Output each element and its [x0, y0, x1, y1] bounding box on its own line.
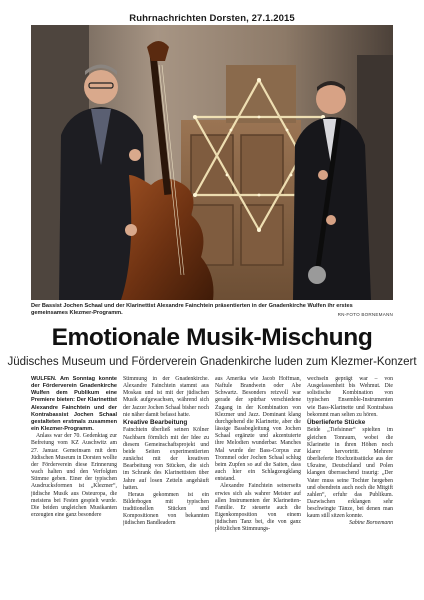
photo-caption: Der Bassist Jochen Schaal und der Klarinettist Alexandre Fainchtein präsentierten in der Gnadenkirche Wulfen ihr erstes gemeinsames Klezmer-Programm.	[31, 303, 353, 316]
article-paragraph: aus Amerika wie Jacob Hoffman, Naftule Brandwein oder Abe Schwartz. Besonders reizvoll war gerade der spürbar verschiedene Zugang in der Kombination von Klezmer und Jazz. Dominant klang durchgehend die Klarinette, aber die lässige Bassbegleitung von Jochen Schaal ergänzte und akzentuierte ihre Melodien wunderbar. Manches Mal wurde der Bass-Corpus zur Trommel oder Jochen Schaal schlug beim Zupfen so auf die Saiten, dass auch hier ein Schlagzeugklang entstand.	[215, 376, 301, 483]
article-paragraph: Alexandre Fainchtein seinerseits erwies sich als wahrer Meister auf allen Instrumenten der Klarinetten-Familie. Er steuerte auch die Eigenkomposition von einem jüdischen Tanz bei, die von ganz plötzlichen Stimmungs-	[215, 483, 301, 533]
article-paragraph: Anlass war der 70. Gedenktag zur Befreiung vom KZ Auschwitz am 27. Januar. Gemeinsam mit dem Jüdischen Museum in Dorsten wollte der Förderverein diese Erinnerung wach halten und den Verfolgten Stimme geben. Einer der typischen Ausdrucksformen ist „Klezmer“, jüdische Musik aus Osteuropa, die meistens bei Festen gespielt wurde. Die beiden ungleichen Musikanten erzeugten eine ganz besondere	[31, 433, 117, 518]
photo-credit: RN-FOTO BORNEMANN	[337, 312, 393, 317]
article-headline: Emotionale Musik-Mischung	[51, 324, 373, 351]
section-subtitle: Überlieferte Stücke	[307, 418, 366, 426]
article-paragraph: Stimmung in der Gnadenkirche. Alexandre Fainchtein stammt aus Moskau und ist mit der jüdischen Musik aufgewachsen, während sich der Jazzer Jochen Schaal bisher noch nie näher damit befasst hatte.	[123, 376, 209, 418]
article-photo	[31, 25, 393, 300]
article-column-3	[215, 376, 301, 576]
article-author: Sabine Bornemann	[349, 520, 393, 527]
article-lead: WULFEN. Am Sonntag konnte der Förderverein Gnadenkirche Wulfen dem Publikum eine Premiere bieten: Der Klarinettist Alexandre Fainchtein und der Kontrabassist Jochen Schaal gestalteten erstmals zusammen ein Klezmer-Programm.	[31, 376, 117, 433]
article-paragraph: Beide „Tiefsinner“ spielten im gleichen Tonraum, wobei die Klarinette in ihren Höhen noch klarer hervortritt. Mehrere überlieferte Hochzeitsstücke aus der Ukraine, Deutschland und Polen klangen überraschend traurig: „Der Vater muss seine Tochter hergeben und obendrein auch noch die Mitgift zahlen“, erfuhr das Publikum. Dazwischen erklangen sehr beschwingte Tänze, bei denen man kaum still sitzen konnte.	[307, 427, 393, 520]
article-paragraph: Fainchtein überließ seinen Kölner Nachbarn förmlich mit der Idee zu diesem Gemeinschaftsprojekt und beide Seiten experimentierten zunächst mit der kreativen Bearbeitung von Stücken, die sich im Schrank des Klarinettisten über Jahre auf losen Zetteln angehäuft hatten.	[123, 427, 209, 491]
article-column-2	[123, 376, 209, 576]
article-column-4	[307, 376, 393, 576]
article-paragraph: Heraus gekommen ist ein Bilderbogen mit typischen traditionellen Stücken und Kompositionen von bekannten jüdischen Bandleadern	[123, 491, 209, 527]
section-subtitle: Kreative Bearbeitung	[123, 418, 188, 426]
newspaper-source-line: Ruhrnachrichten Dorsten, 27.1.2015	[129, 13, 295, 24]
article-subheadline: Jüdisches Museum und Förderverein Gnadenkirche luden zum Klezmer-Konzert	[7, 356, 417, 368]
article-body	[31, 376, 393, 576]
article-paragraph: wechseln geprägt war – von Ausgelassenheit bis Wehmut. Die solistische Kombination von typischen Ensemble-Instrumenten wie Bass-Klarinette und Kontrabass bekommt man selten zu hören.	[307, 376, 393, 418]
article-column-1	[31, 376, 117, 576]
